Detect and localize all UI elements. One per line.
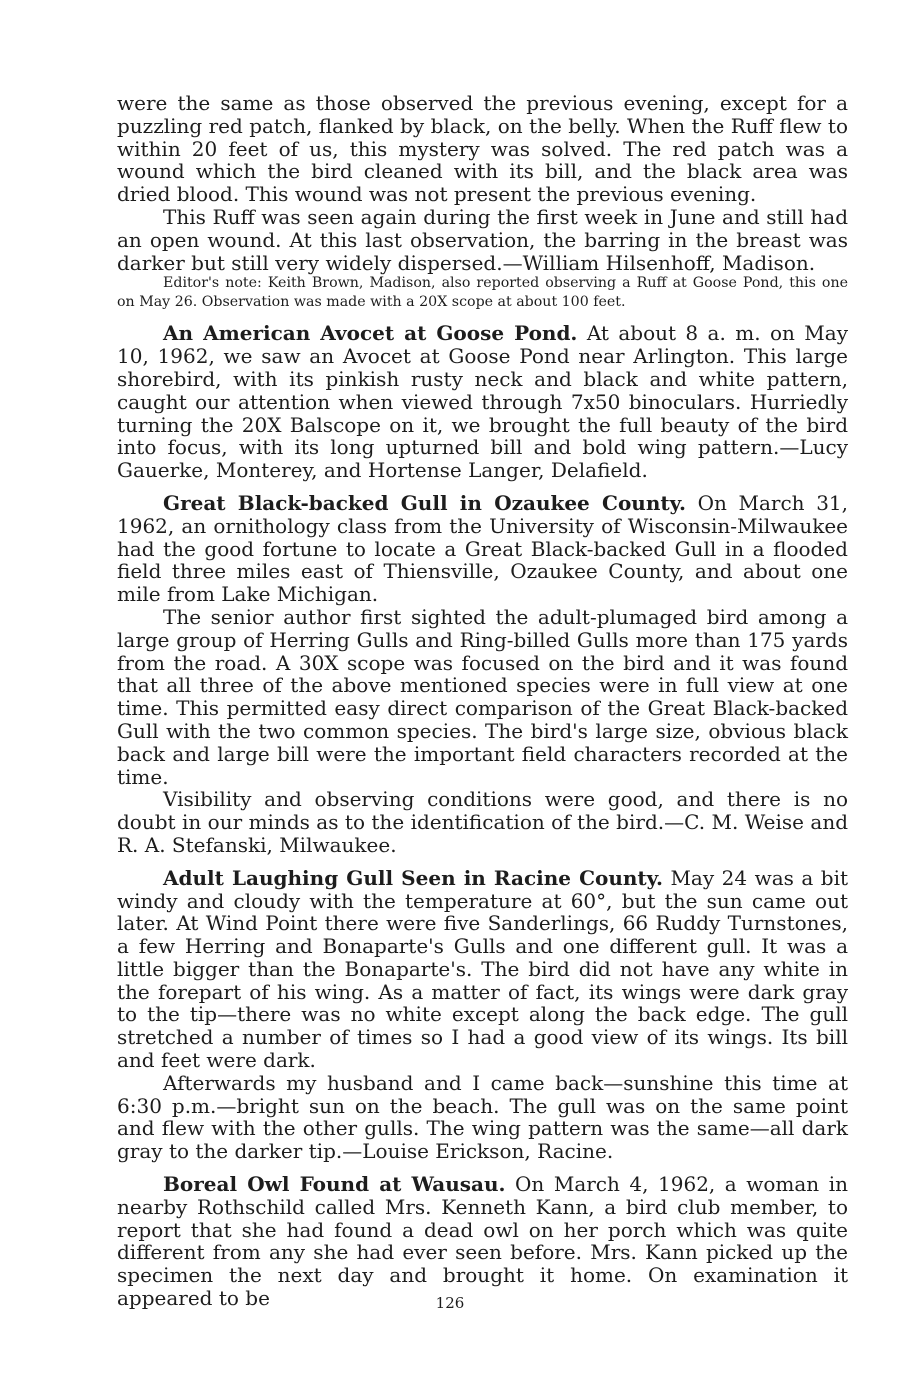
page-number: 126 [435, 1294, 465, 1312]
section-text: May 24 was a bit windy and cloudy with the temperature at 60°, but the sun came out later. At Wind Point there were five Sanderlings, 66 Ruddy Turnstones, a few Herring and Bonaparte's Gulls and one different gull. It was a little bigger than the Bonaparte's. The bird did not have any white in the forepart of his wing. As a matter of fact, its wings were dark gray to the tip—there was no white except along the back edge. The gull stretched a number of times so I had a good view of its wings. Its bill and feet were dark. [117, 865, 849, 1073]
section-title: Adult Laughing Gull Seen in Racine County. [163, 865, 663, 890]
avocet-section [117, 322, 848, 482]
section-title: An American Avocet at Goose Pond. [163, 321, 578, 346]
continuation-paragraph: This Ruff was seen again during the first week in June and still had an open wound. At this last observation, the barring in the breast was darker but still very widely dispersed.—William Hilsenhoff, Madison. [117, 204, 848, 275]
section-title: Boreal Owl Found at Wausau. [163, 1172, 506, 1197]
section-text: At about 8 a. m. on May 10, 1962, we saw an Avocet at Goose Pond near Arlington. This large shorebird, with its pinkish rusty neck and black and white pattern, caught our attention when viewed through 7x50 binoculars. Hurriedly turning the 20X Balscope on it, we brought the full beauty of the bird into focus, with its long upturned bill and bold wing pattern.—Lucy Gauerke, Monterey, and Hortense Langer, Delafield. [117, 321, 848, 483]
gull-racine-section [117, 867, 848, 1072]
section-text: On March 31, 1962, an ornithology class from the University of Wisconsin-Milwaukee had the good fortune to locate a Great Black-backed Gull in a flooded field three miles east of Thiensville, Ozaukee County, and about one mile from Lake Michigan. [117, 490, 849, 607]
editor-note: Editor's note: Keith Brown, Madison, also reported observing a Ruff at Goose Pond, this one on May 26. Observation was made with a 20X scope at about 100 feet. [117, 275, 848, 311]
gull-ozaukee-section [117, 492, 848, 606]
body-paragraph: Afterwards my husband and I came back—sunshine this time at 6:30 p.m.—bright sun on the beach. The gull was on the same point and flew with the other gulls. The wing pattern was the same—all dark gray to the darker tip.—Louise Erickson, Racine. [117, 1070, 848, 1164]
section-text: On March 4, 1962, a woman in nearby Rothschild called Mrs. Kenneth Kann, a bird club member, to report that she had found a dead owl on her porch which was quite different from any she had ever seen before. Mrs. Kann picked up the specimen the next day and brought it home. On examination it appeared to be [117, 1172, 848, 1311]
section-title: Great Black-backed Gull in Ozaukee County. [163, 490, 686, 515]
body-paragraph: The senior author first sighted the adult-plumaged bird among a large group of Herring Gulls and Ring-billed Gulls more than 175 yards from the road. A 30X scope was focused on the bird and it was found that all three of the above mentioned species were in full view at one time. This permitted easy direct comparison of the Great Black-backed Gull with the two common species. The bird's large size, obvious black back and large bill were the important field characters recorded at the time. [117, 604, 848, 789]
body-paragraph: Visibility and observing conditions were good, and there is no doubt in our minds as to the identification of the bird.—C. M. Weise and R. A. Stefanski, Milwaukee. [117, 787, 848, 857]
owl-section [117, 1173, 848, 1310]
page-body [117, 92, 848, 1310]
continuation-paragraph: were the same as those observed the previous evening, except for a puzzling red patch, flanked by black, on the belly. When the Ruff flew to within 20 feet of us, this mystery was solved. The red patch was a wound which the bird cleaned with its bill, and the black area was dried blood. This wound was not present the previous evening. [117, 91, 848, 207]
